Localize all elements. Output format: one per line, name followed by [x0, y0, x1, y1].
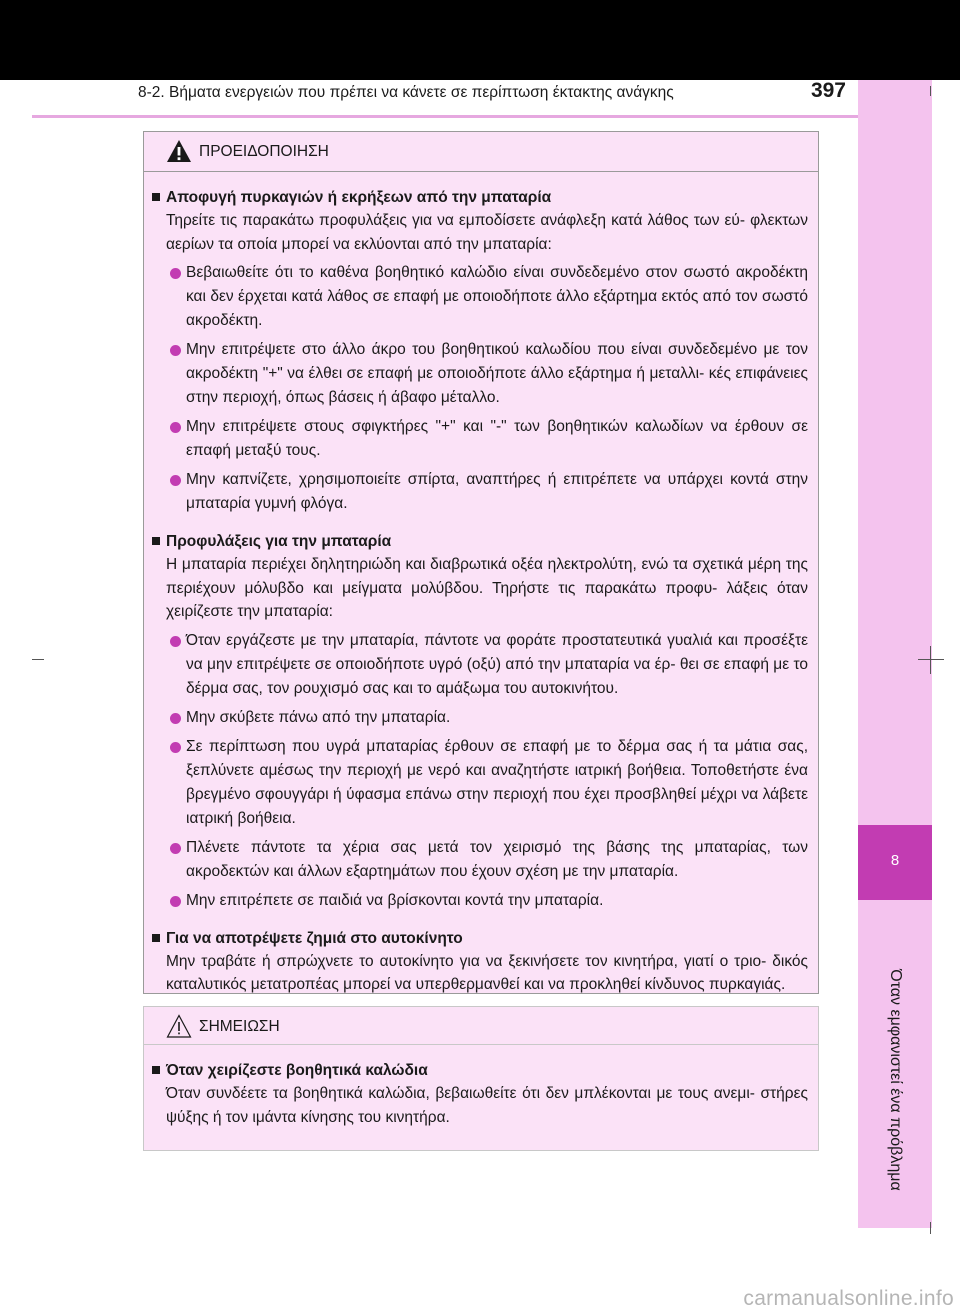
round-bullet-icon: [170, 345, 181, 356]
bullet-item: [144, 261, 818, 333]
section-heading-text: Για να αποτρέψετε ζημιά στο αυτοκίνητο: [166, 929, 463, 947]
section: [144, 186, 818, 516]
square-bullet-icon: [152, 934, 160, 942]
bullet-text: Μην επιτρέπετε σε παιδιά να βρίσκονται κοντά την μπαταρία.: [186, 891, 604, 909]
section-intro: Η μπαταρία περιέχει δηλητηριώδη και διαβρωτικά οξέα ηλεκτρολύτη, ενώ τα σχετικά μέρη της περιέχουν μόλυβδο και μείγματα μολύβδου. Τηρήστε τις παρακάτω προφυ- λάξεις όταν χειρίζεστε την μπαταρία:: [166, 556, 808, 620]
bullet-list: [144, 629, 818, 913]
page-number: 397: [810, 79, 846, 102]
crop-mark: [930, 86, 931, 96]
section-heading: [144, 186, 818, 209]
bullet-item: [144, 629, 818, 701]
section-heading-text: Όταν χειρίζεστε βοηθητικά καλώδια: [166, 1062, 428, 1079]
round-bullet-icon: [170, 713, 181, 724]
chapter-title: Όταν εμφανιστεί ένα πρόβλημα: [887, 969, 904, 1191]
bullet-item: [144, 338, 818, 410]
crop-mark: [930, 1222, 931, 1234]
warning-box: [143, 131, 819, 994]
section-intro: Όταν συνδέετε τα βοηθητικά καλώδια, βεβαιωθείτε ότι δεν μπλέκονται με τους ανεμι- στήρες ψύξης ή τον ιμάντα κίνησης του κινητήρα.: [166, 1085, 808, 1126]
square-bullet-icon: [152, 193, 160, 201]
top-black-bar: [0, 0, 960, 80]
bullet-item: [144, 415, 818, 463]
chapter-side-tab: [858, 80, 932, 1228]
crop-mark: [918, 659, 944, 660]
bullet-item: [144, 889, 818, 913]
note-box-title: ΣΗΜΕΙΩΣΗ: [199, 1018, 280, 1035]
header-rule: [32, 115, 858, 118]
section-heading-text: Προφυλάξεις για την μπαταρία: [166, 533, 392, 550]
section: [144, 530, 818, 913]
bullet-item: [144, 706, 818, 730]
round-bullet-icon: [170, 843, 181, 854]
bullet-item: [144, 735, 818, 831]
running-header: 8-2. Βήματα ενεργειών που πρέπει να κάνετε σε περίπτωση έκτακτης ανάγκης: [138, 84, 674, 101]
crop-mark: [32, 659, 44, 660]
warning-triangle-icon: [166, 139, 192, 168]
bullet-item: [144, 468, 818, 516]
round-bullet-icon: [170, 896, 181, 907]
bullet-item: [144, 836, 818, 884]
section: [144, 927, 818, 997]
bullet-text: Βεβαιωθείτε ότι το καθένα βοηθητικό καλώδιο είναι συνδεδεμένο στον σωστό ακροδέκτη και δεν έρχεται κατά λάθος σε επαφή με οποιοδήποτε άλλο εξάρτημα εκτός από τον σωστό ακροδέκτη.: [186, 264, 808, 329]
note-box-body: [144, 1045, 818, 1129]
bullet-text: Μην επιτρέψετε στο άλλο άκρο του βοηθητικού καλωδίου που είναι συνδεδεμένο με τον ακροδέκτη "+" να έλθει σε επαφή με οποιοδήποτε άλλο εξάρτημα ή μεταλλι- κές επιφάνειες στην περιοχή, όπως βάσεις ή άβαφο μέταλλο.: [186, 341, 808, 406]
round-bullet-icon: [170, 422, 181, 433]
bullet-text: Μην επιτρέψετε στους σφιγκτήρες "+" και "-" των βοηθητικών καλωδίων να έρθουν σε επαφή μεταξύ τους.: [186, 418, 808, 459]
bullet-text: Σε περίπτωση που υγρά μπαταρίας έρθουν σε επαφή με το δέρμα σας ή τα μάτια σας, ξεπλύνετε αμέσως την περιοχή με νερό και αναζητήστε ιατρική βοήθεια. Τοποθετήστε ένα βρεγμένο σφουγγάρι ή ύφασμα επάνω στην περιοχή που έχει προσβληθεί μέχρι να λάβετε ιατρική βοήθεια.: [186, 737, 808, 827]
section: [144, 1059, 818, 1129]
footer-watermark-url: carmanualsonline.info: [743, 1287, 954, 1310]
note-box-header: [144, 1007, 818, 1045]
bullet-text: Όταν εργάζεστε με την μπαταρία, πάντοτε να φοράτε προστατευτικά γυαλιά και προσέξτε να μην επιτρέψετε σε οποιοδήποτε υγρό (οξύ) από την μπαταρία να έρ- θει σε επαφή με το δέρμα σας, τον ρουχισμό σας και το αμάξωμα του αυτοκινήτου.: [186, 631, 808, 697]
round-bullet-icon: [170, 475, 181, 486]
warning-box-title: ΠΡΟΕΙΔΟΠΟΙΗΣΗ: [199, 143, 329, 160]
chapter-number: 8: [890, 852, 900, 869]
section-heading: [144, 1059, 818, 1082]
caution-triangle-icon: [166, 1014, 192, 1043]
bullet-text: Πλένετε πάντοτε τα χέρια σας μετά τον χειρισμό της βάσης της μπαταρίας, των ακροδεκτών και άλλων εξαρτημάτων που έχουν σχέση με την μπαταρία.: [186, 838, 808, 880]
bullet-text: Μην καπνίζετε, χρησιμοποιείτε σπίρτα, αναπτήρες ή επιτρέπετε να υπάρχει κοντά στην μπαταρία γυμνή φλόγα.: [186, 471, 808, 512]
crop-mark: [930, 646, 931, 674]
note-box: [143, 1006, 819, 1151]
round-bullet-icon: [170, 268, 181, 279]
section-heading-text: Αποφυγή πυρκαγιών ή εκρήξεων από την μπαταρία: [166, 189, 552, 206]
section-heading: [144, 927, 818, 950]
warning-box-header: [144, 132, 818, 172]
square-bullet-icon: [152, 1066, 160, 1074]
section-intro: Μην τραβάτε ή σπρώχνετε το αυτοκίνητο για να ξεκινήσετε τον κινητήρα, γιατί ο τριο- δικός καταλυτικός μετατροπέας μπορεί να υπερθερμανθεί και να προκληθεί κίνδυνος πυρκαγιάς.: [166, 952, 808, 993]
warning-box-body: [144, 172, 818, 997]
round-bullet-icon: [170, 636, 181, 647]
section-intro: Τηρείτε τις παρακάτω προφυλάξεις για να εμποδίσετε ανάφλεξη κατά λάθος των εύ- φλεκτων αερίων τα οποία μπορεί να εκλύονται από την μπαταρία:: [166, 212, 808, 253]
square-bullet-icon: [152, 537, 160, 545]
bullet-list: [144, 261, 818, 516]
round-bullet-icon: [170, 742, 181, 753]
section-heading: [144, 530, 818, 553]
bullet-text: Μην σκύβετε πάνω από την μπαταρία.: [186, 708, 451, 726]
